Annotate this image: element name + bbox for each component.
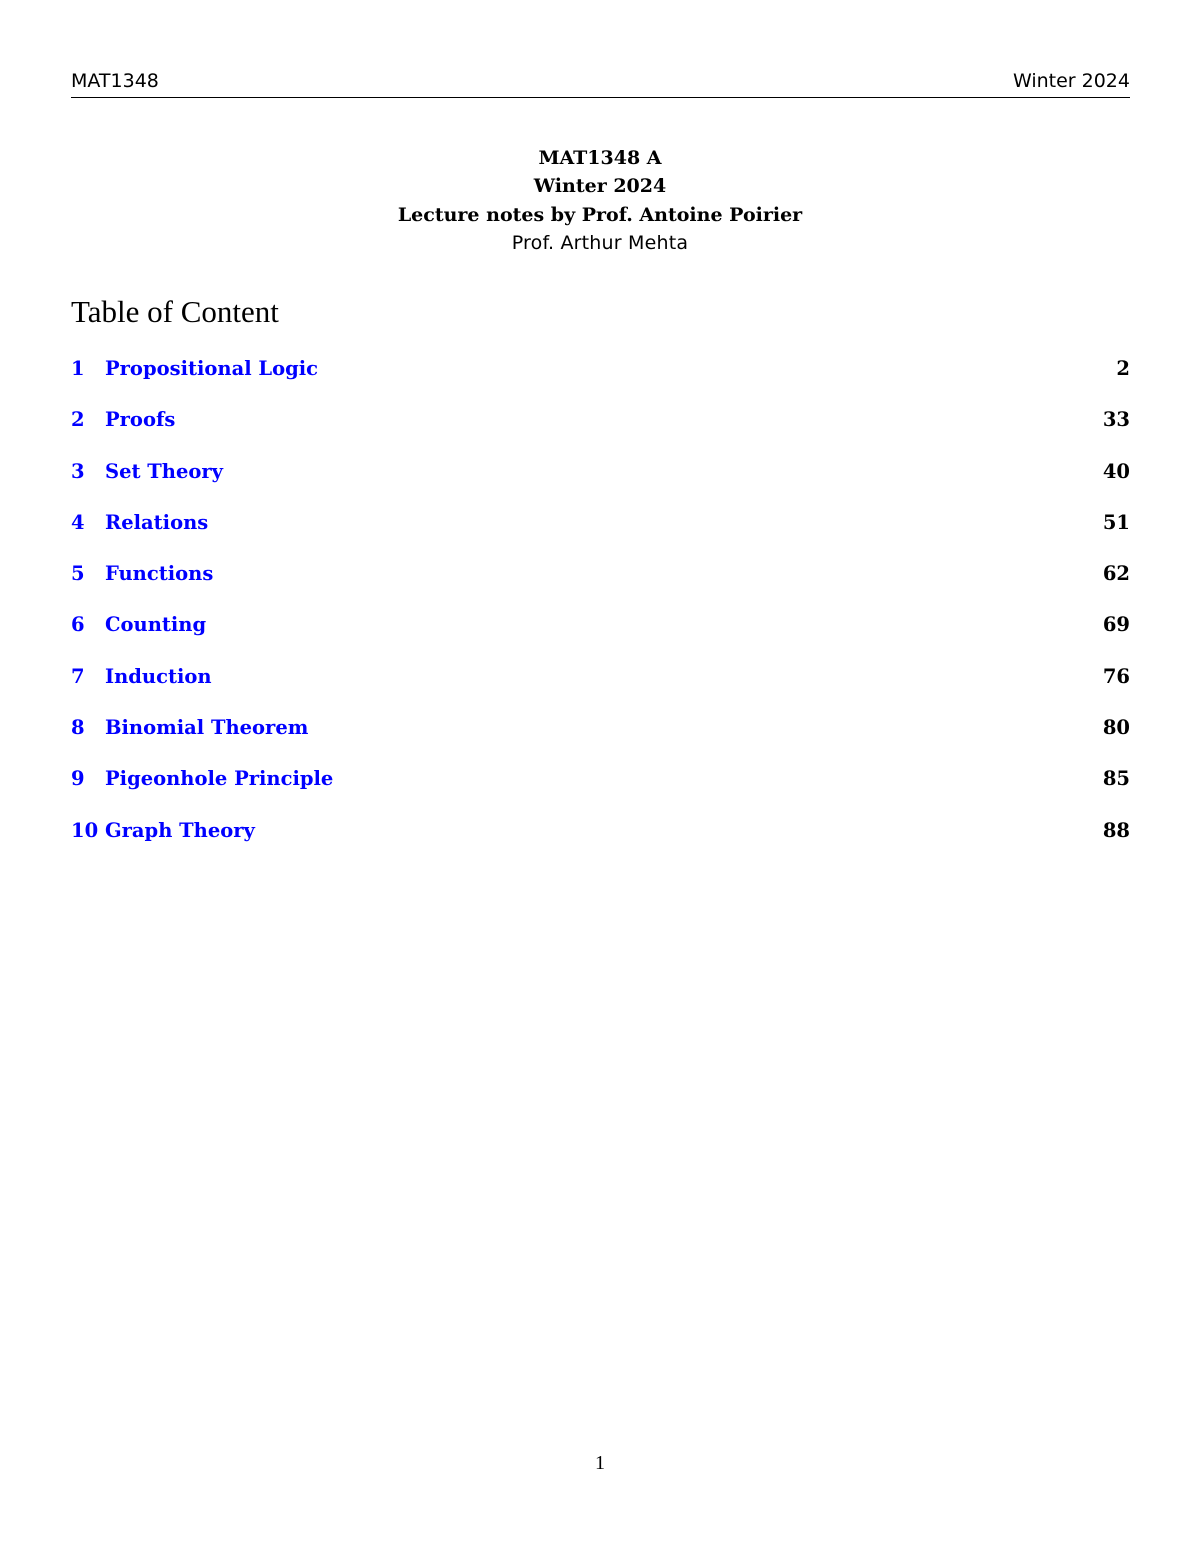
toc-entry-number: 3	[71, 459, 85, 483]
toc-entry-number: 10	[71, 818, 99, 842]
toc-entry-page: 76	[1102, 664, 1130, 688]
toc-entry-number: 2	[71, 408, 85, 432]
toc-entry-page: 85	[1102, 767, 1130, 791]
toc-entry	[71, 716, 1130, 767]
toc-entry-page: 69	[1102, 613, 1130, 637]
toc-entry	[71, 511, 1130, 562]
toc-entry-number: 7	[71, 664, 85, 688]
toc-entry	[71, 408, 1130, 459]
toc-link-graph-theory[interactable]	[71, 819, 255, 842]
toc-entry-number: 1	[71, 357, 85, 380]
toc-entry-page: 51	[1102, 510, 1130, 534]
toc-entry-number: 5	[71, 562, 85, 586]
toc-entry-title: Pigeonhole Principle	[105, 767, 334, 791]
toc-entry-page: 88	[1102, 818, 1130, 842]
toc-link-functions[interactable]	[71, 562, 213, 585]
course-title: MAT1348 A	[538, 147, 662, 169]
toc-entry	[71, 357, 1130, 408]
toc-entry	[71, 460, 1130, 511]
toc-entry	[71, 767, 1130, 818]
toc-link-propositional-logic[interactable]	[71, 357, 318, 380]
toc-entry-number: 9	[71, 767, 85, 791]
toc-entry-page: 80	[1102, 716, 1130, 740]
header-term: Winter 2024	[1012, 70, 1130, 92]
toc-link-proofs[interactable]	[71, 408, 175, 431]
toc-entry	[71, 665, 1130, 716]
toc-heading: Table of Content	[71, 294, 279, 329]
toc-link-counting[interactable]	[71, 613, 206, 636]
toc-entry-title: Propositional Logic	[105, 357, 319, 380]
toc-entry	[71, 819, 1130, 870]
toc-entry	[71, 562, 1130, 613]
toc-entry-title: Counting	[105, 613, 207, 637]
instructor-name: Prof. Arthur Mehta	[511, 231, 689, 254]
toc-entry-number: 4	[71, 510, 85, 534]
toc-entry-number: 6	[71, 613, 85, 637]
toc-entry-title: Induction	[105, 664, 212, 688]
course-term: Winter 2024	[533, 175, 667, 198]
notes-author: Lecture notes by Prof. Antoine Poirier	[397, 203, 803, 226]
toc-entry-page: 2	[1116, 357, 1130, 380]
toc-entry-title: Binomial Theorem	[105, 716, 309, 740]
running-header	[71, 68, 1130, 98]
toc-link-binomial-theorem[interactable]	[71, 716, 308, 739]
toc-entry-page: 33	[1102, 408, 1130, 432]
page-number: 1	[595, 1452, 605, 1474]
toc-entry-title: Functions	[105, 562, 214, 586]
header-course-code: MAT1348	[71, 70, 159, 92]
toc-list	[71, 357, 1130, 870]
toc-entry-title: Relations	[105, 510, 209, 534]
toc-link-set-theory[interactable]	[71, 460, 223, 483]
toc-link-relations[interactable]	[71, 511, 208, 534]
title-block	[0, 144, 1200, 257]
toc-entry-title: Graph Theory	[105, 818, 255, 842]
toc-link-induction[interactable]	[71, 665, 212, 688]
toc-entry-title: Set Theory	[105, 459, 223, 483]
toc-link-pigeonhole-principle[interactable]	[71, 767, 333, 790]
toc-entry	[71, 613, 1130, 664]
toc-entry-page: 40	[1102, 459, 1130, 483]
toc-entry-number: 8	[71, 716, 85, 740]
toc-entry-title: Proofs	[105, 408, 176, 432]
toc-entry-page: 62	[1102, 562, 1130, 586]
